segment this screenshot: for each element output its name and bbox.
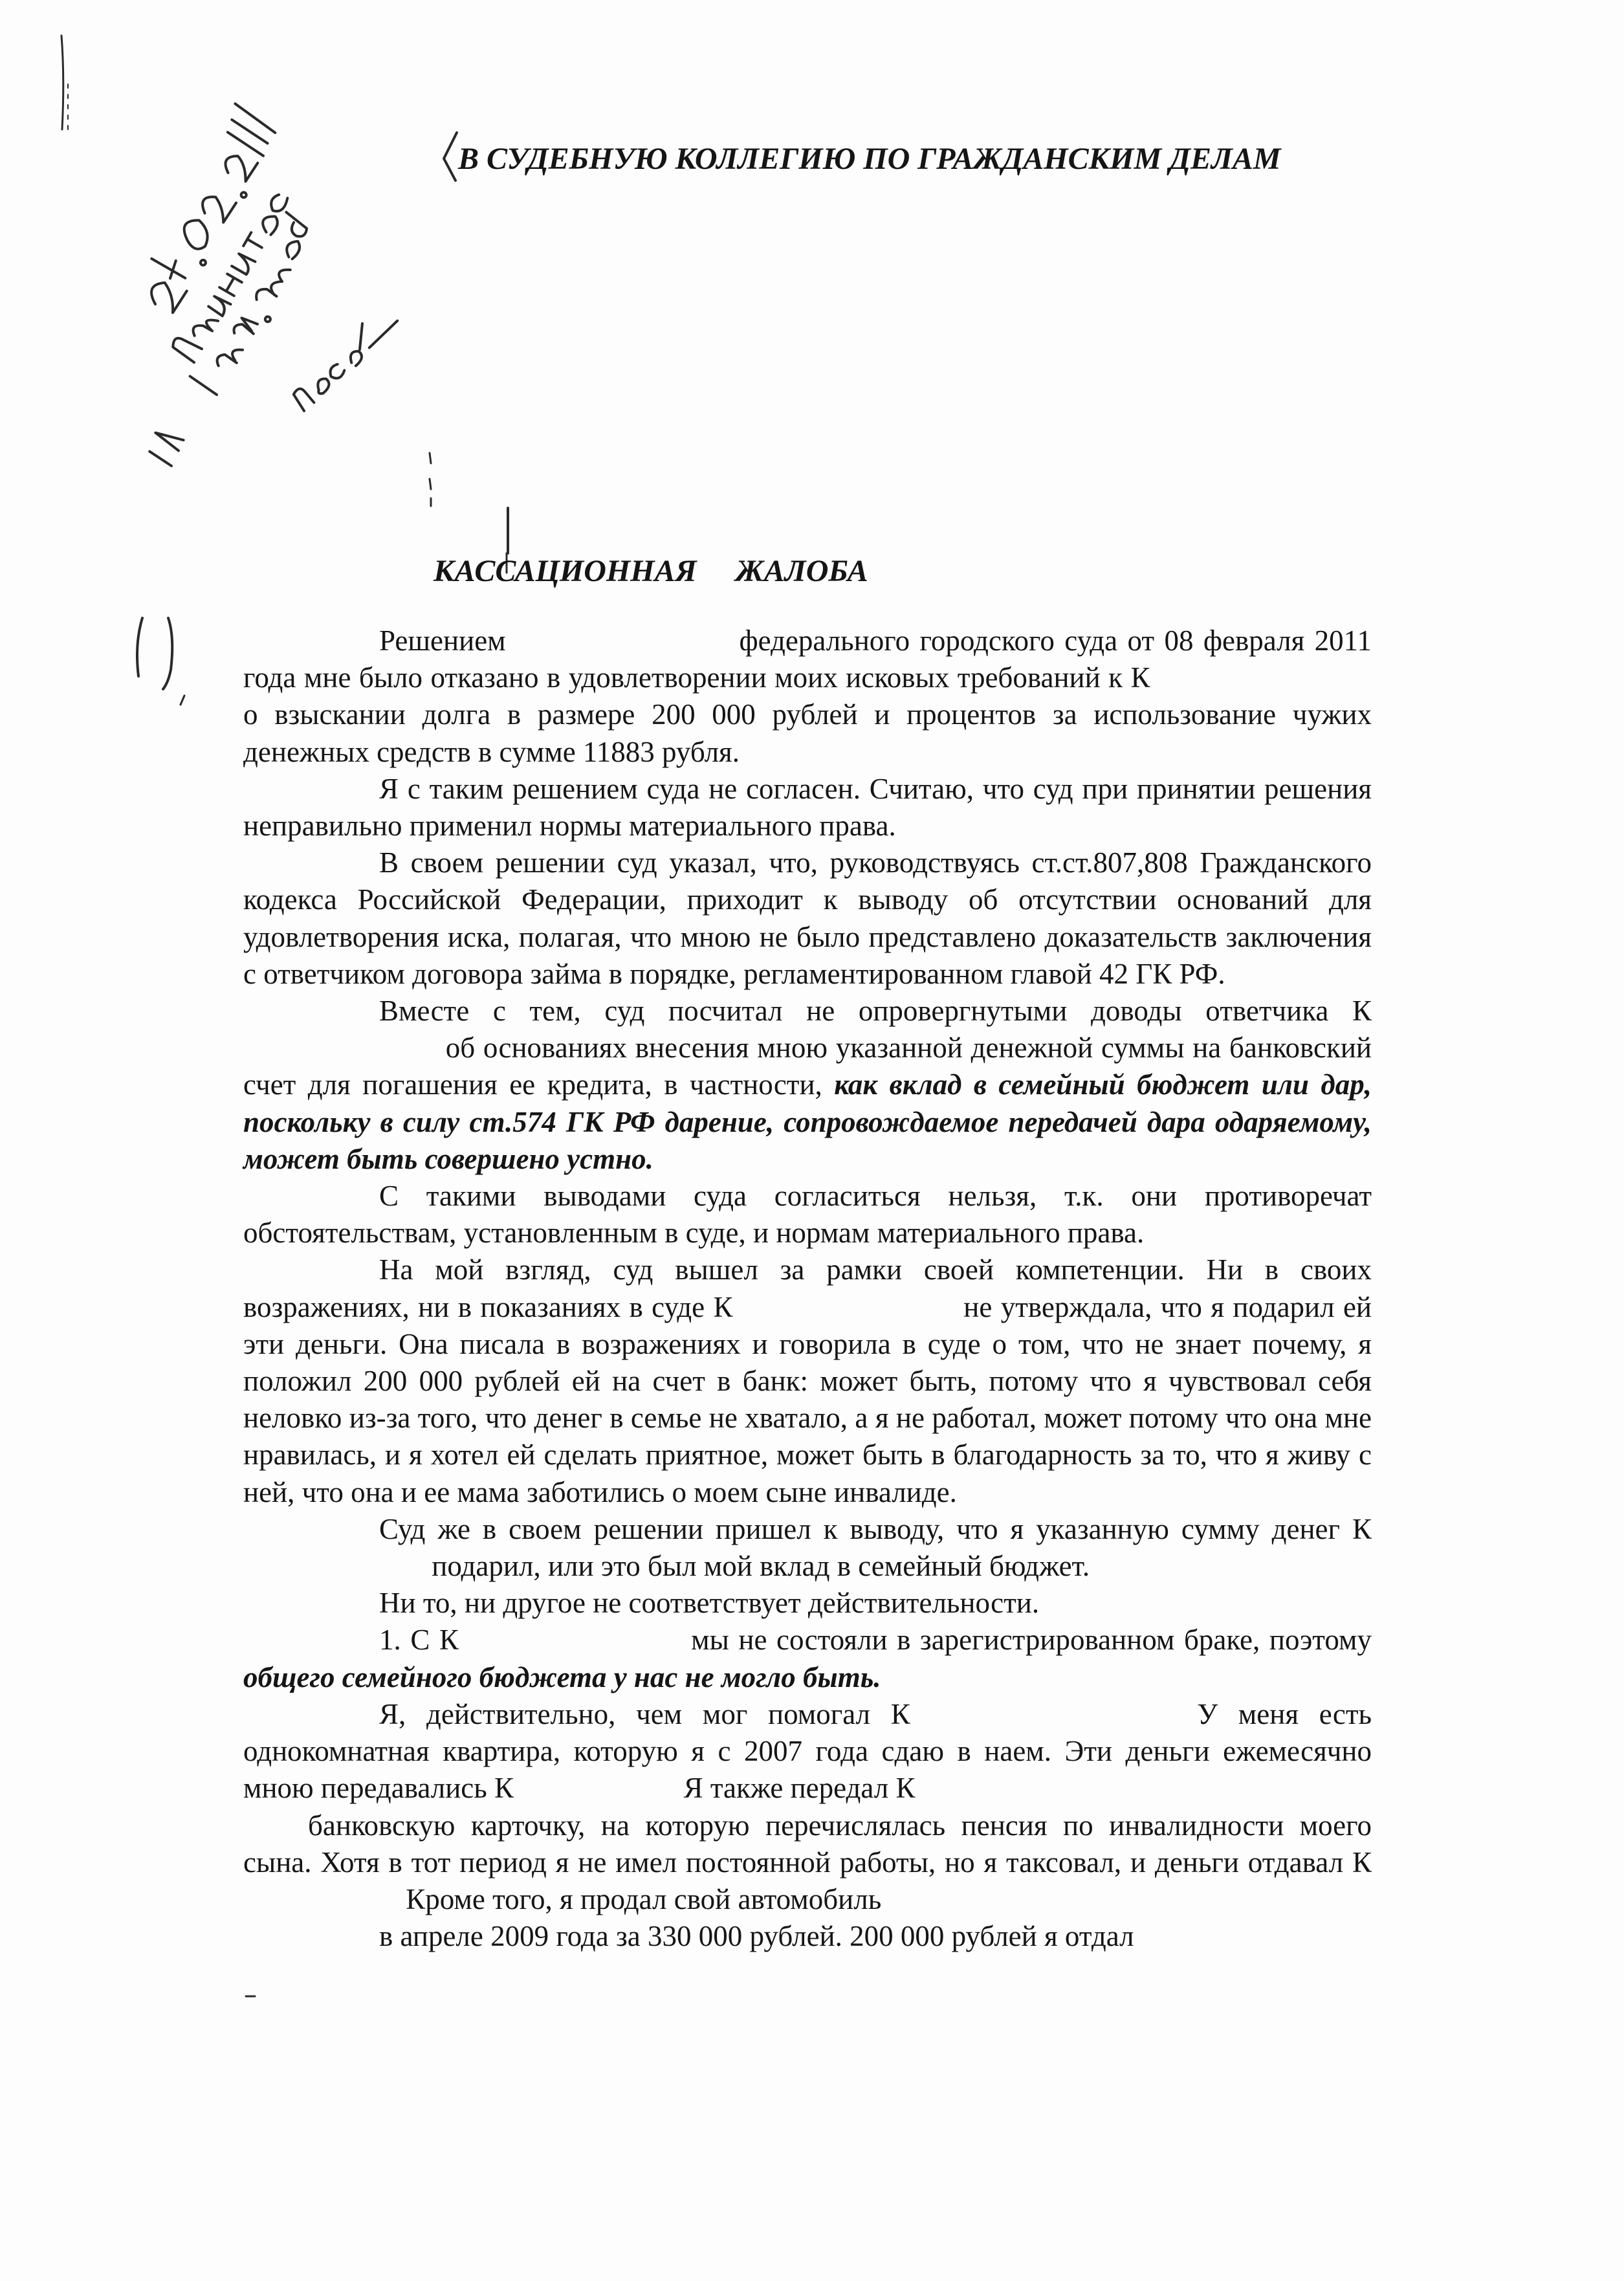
text-run: федерального городского суда от 08 февраля 2011 года мне было отказано в удовлетворении моих исковых требований к К xyxy=(243,624,1372,694)
paragraph xyxy=(243,1511,1372,1585)
text-run: Я, действительно, чем мог помогал К xyxy=(379,1697,910,1730)
paragraph xyxy=(243,623,1372,771)
text-run: Суд же в своем решении пришел к выводу, что я указанную сумму денег К xyxy=(379,1512,1372,1545)
paragraph xyxy=(243,1178,1372,1251)
text-run: На мой взгляд, суд вышел за рамки своей компетенции. Ни в своих возражениях, ни в показаниях в суде К xyxy=(243,1253,1372,1323)
text-run: Решением xyxy=(379,624,506,657)
document-title: КАССАЦИОННАЯ ЖАЛОБА xyxy=(433,554,868,588)
text-run: мы не состояли в зарегистрированном браке, поэтому xyxy=(691,1624,1372,1657)
text-run: Ни то, ни другое не соответствует действительности. xyxy=(379,1587,1040,1620)
text-run: 1. С К xyxy=(379,1624,459,1657)
paragraph xyxy=(243,1622,1372,1695)
text-run: Вместе с тем, суд посчитал не опровергнутыми доводы ответчика К xyxy=(379,995,1372,1028)
text-run: Я с таким решением суда не согласен. Считаю, что суд при принятии решения неправильно применил нормы материального права. xyxy=(243,772,1372,843)
text-run: подарил, или это был мой вклад в семейный бюджет. xyxy=(432,1550,1090,1583)
emphasized-text: как вклад в семейный бюджет или дар, поскольку в силу ст.574 ГК РФ дарение, сопровождаемое передачей дара одаряемому, может быть совершено устно. xyxy=(243,1068,1372,1175)
paragraph xyxy=(243,1251,1372,1510)
text-run: банковскую карточку, на которую перечислялась пенсия по инвалидности моего сына. Хотя в тот период я не имел постоянной работы, но я таксовал, и деньги отдавал К xyxy=(243,1809,1372,1879)
paragraph xyxy=(243,771,1372,844)
text-run: не утверждала, что я подарил ей эти деньги. Она писала в возражениях и говорила в суде о том, что не знает почему, я положил 200 000 рублей ей на счет в банк: может быть, потому что я чувствовал себя неловко из-за того, что денег в семье не хватало, а я не работал, может потому что она мне нравилась, и я хотел ей сделать приятное, может быть в благодарность за то, что я живу с ней, что она и ее мама заботились о моем сыне инвалиде. xyxy=(243,1290,1372,1508)
paragraph xyxy=(243,993,1372,1178)
paragraph xyxy=(243,1696,1372,1807)
text-run: У меня есть однокомнатная квартира, которую я с 2007 года сдаю в наем. Эти деньги ежемесячно мною передавались К xyxy=(243,1697,1372,1805)
text-run: В своем решении суд указал, что, руководствуясь ст.ст.807,808 Гражданского кодекса Российской Федерации, приходит к выводу об отсутствии оснований для удовлетворения иска, полагая, что мною не было представлено доказательств заключения с ответчиком договора займа в порядке, регламентированном главой 42 ГК РФ. xyxy=(243,846,1372,990)
addressee-heading: В СУДЕБНУЮ КОЛЛЕГИЮ ПО ГРАЖДАНСКИМ ДЕЛАМ xyxy=(458,142,1281,176)
text-run: об основаниях внесения мною указанной денежной суммы на банковский счет для погашения ее кредита, в частности, xyxy=(243,1031,1372,1101)
text-run: в апреле 2009 года за 330 000 рублей. 200 000 рублей я отдал xyxy=(379,1920,1134,1953)
text-run: о взыскании долга в размере 200 000 рублей и процентов за использование чужих денежных средств в сумме 11883 рубля. xyxy=(243,698,1372,768)
paragraph xyxy=(243,844,1372,993)
document-body xyxy=(243,623,1372,1955)
emphasized-text: общего семейного бюджета у нас не могло быть. xyxy=(243,1660,881,1693)
paragraph xyxy=(243,1585,1372,1622)
paragraph xyxy=(243,1918,1372,1955)
text-run: Кроме того, я продал свой автомобиль xyxy=(406,1882,882,1915)
paragraph xyxy=(243,1807,1372,1919)
text-run: С такими выводами суда согласиться нельзя, т.к. они противоречат обстоятельствам, установленным в суде, и нормам материального права. xyxy=(243,1180,1372,1250)
text-run: Я также передал К xyxy=(683,1772,916,1805)
